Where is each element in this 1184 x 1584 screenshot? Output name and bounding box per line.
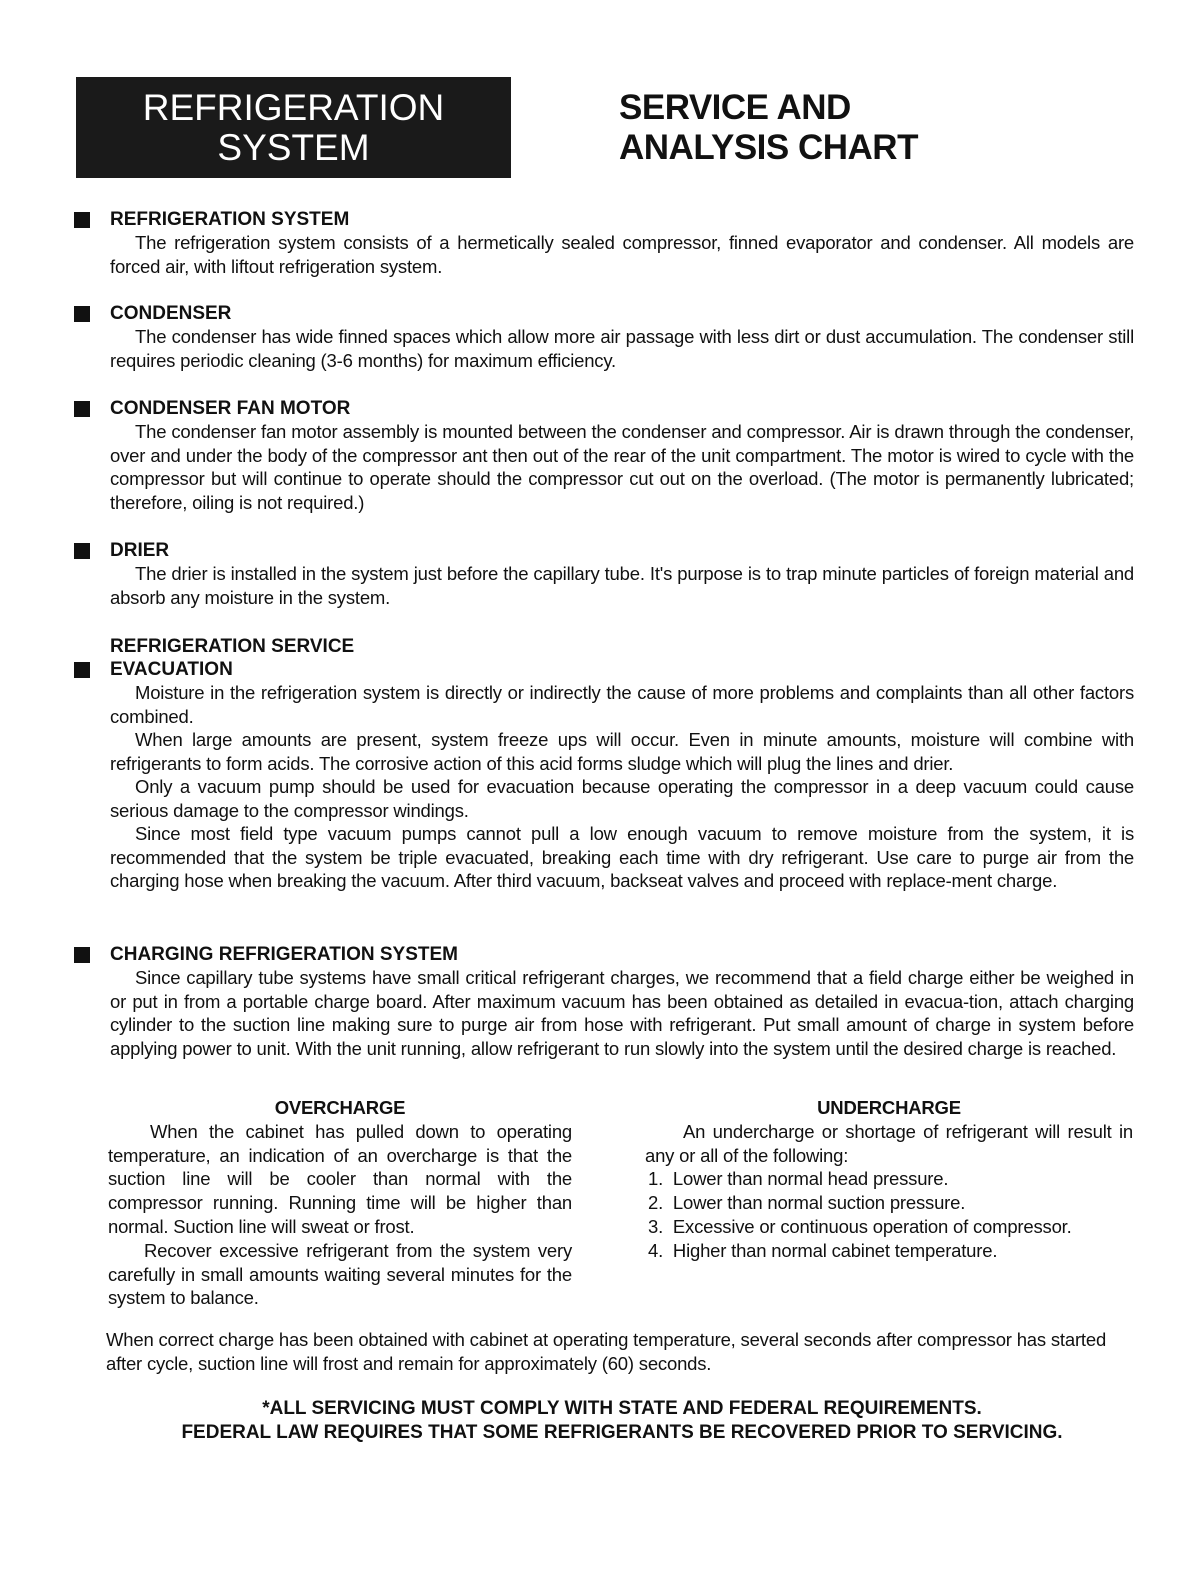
section-heading: CONDENSER FAN MOTOR <box>110 398 351 419</box>
section-drier <box>74 539 1134 609</box>
section-title-box <box>76 77 511 178</box>
list-item: 3. Excessive or continuous operation of compressor. <box>648 1215 1072 1237</box>
paragraph: Since most field type vacuum pumps cannot pull a low enough vacuum to remove moisture from the system, it is recommended that the system be triple evacuated, breaking each time with dry refrigerant. Use care to purge air from the charging hose when breaking the vacuum. After third vacuum, backseat valves and proceed with replace-ment charge. <box>110 823 1134 891</box>
section-heading: EVACUATION <box>110 659 233 680</box>
paragraph: An undercharge or shortage of refrigerant will result in any or all of the following: <box>645 1120 1133 1166</box>
overcharge-heading: OVERCHARGE <box>274 1097 406 1118</box>
title-box-line1: REFRIGERATION <box>142 87 445 128</box>
section-refrigeration-system <box>74 208 1134 278</box>
paragraph: The condenser fan motor assembly is mounted between the condenser and compressor. Air is drawn through the condenser, over and under the body of the compressor ant then out of the rear of the unit compartment. The motor is wired to cycle with the compressor but will continue to operate should the compressor cut out on the overload. (The motor is permanently lubricated; therefore, oiling is not required.) <box>110 421 1134 513</box>
section-charging <box>74 943 1134 1060</box>
bullet-square-icon <box>74 543 90 559</box>
paragraph: The drier is installed in the system just before the capillary tube. It's purpose is to trap minute particles of foreign material and absorb any moisture in the system. <box>110 563 1134 608</box>
paragraph: Moisture in the refrigeration system is directly or indirectly the cause of more problems and complaints than all other factors combined. <box>110 682 1134 727</box>
paragraph: The condenser has wide finned spaces which allow more air passage with less dirt or dust accumulation. The condenser still requires periodic cleaning (3-6 months) for maximum efficiency. <box>110 326 1134 371</box>
section-heading: REFRIGERATION SYSTEM <box>110 209 350 230</box>
undercharge-column <box>645 1096 1133 1263</box>
bullet-square-icon <box>74 401 90 417</box>
paragraph: When large amounts are present, system freeze ups will occur. Even in minute amounts, moisture will combine with refrigerants to form acids. The corrosive action of this acid forms sludge which will plug the lines and drier. <box>110 729 1134 774</box>
page-title-line1: SERVICE AND <box>619 88 851 127</box>
section-preheading: REFRIGERATION SERVICE <box>110 636 355 657</box>
bullet-square-icon <box>74 306 90 322</box>
title-box-line2: SYSTEM <box>217 127 370 168</box>
footer-notice <box>60 1397 1184 1445</box>
paragraph: Recover excessive refrigerant from the system very carefully in small amounts waiting several minutes for the system to balance. <box>108 1239 572 1309</box>
list-item: 2. Lower than normal suction pressure. <box>648 1192 966 1214</box>
bullet-square-icon <box>74 662 90 678</box>
paragraph: When the cabinet has pulled down to operating temperature, an indication of an overcharge is that the suction line will be cooler than normal with the compressor running. Running time will be higher than normal. Suction line will sweat or frost. <box>108 1120 572 1237</box>
section-condenser <box>74 302 1134 372</box>
footer-line1: *ALL SERVICING MUST COMPLY WITH STATE AND FEDERAL REQUIREMENTS. <box>262 1398 982 1419</box>
page-title <box>619 88 918 168</box>
closing-paragraph: When correct charge has been obtained with cabinet at operating temperature, several seconds after compressor has started after cycle, suction line will frost and remain for approximately (60) seconds. <box>106 1329 1107 1374</box>
section-heading: CONDENSER <box>110 303 232 324</box>
list-item: 1. Lower than normal head pressure. <box>648 1168 949 1190</box>
section-evacuation <box>74 635 1134 893</box>
section-heading: DRIER <box>110 540 170 561</box>
section-condenser-fan-motor <box>74 397 1134 514</box>
bullet-square-icon <box>74 947 90 963</box>
undercharge-heading: UNDERCHARGE <box>817 1097 961 1118</box>
section-heading: CHARGING REFRIGERATION SYSTEM <box>110 944 458 965</box>
bullet-square-icon <box>74 212 90 228</box>
paragraph: The refrigeration system consists of a hermetically sealed compressor, finned evaporator and condenser. All models are forced air, with liftout refrigeration system. <box>110 232 1134 277</box>
overcharge-column <box>108 1096 572 1310</box>
page-title-line2: ANALYSIS CHART <box>619 128 918 167</box>
footer-line2: FEDERAL LAW REQUIRES THAT SOME REFRIGERANTS BE RECOVERED PRIOR TO SERVICING. <box>181 1422 1063 1443</box>
list-item: 4. Higher than normal cabinet temperature. <box>648 1239 998 1261</box>
paragraph: Since capillary tube systems have small critical refrigerant charges, we recommend that a field charge either be weighed in or put in from a portable charge board. After maximum vacuum has been obtained as detailed in evacua-tion, attach charging cylinder to the suction line making sure to purge air from hose with refrigerant. Put small amount of charge in system before applying power to unit. With the unit running, allow refrigerant to run slowly into the system until the desired charge is reached. <box>110 967 1134 1059</box>
paragraph: Only a vacuum pump should be used for evacuation because operating the compressor in a deep vacuum could cause serious damage to the compressor windings. <box>110 776 1134 821</box>
